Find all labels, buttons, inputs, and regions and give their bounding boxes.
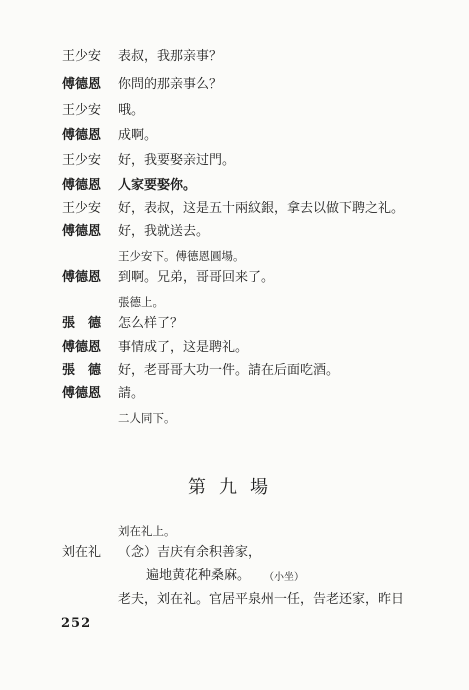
prose-text: 老夫，刘在礼。官居平泉州一任，告老还家，昨日 (118, 592, 405, 607)
dialogue-text: 成啊。 (118, 128, 158, 143)
speaker-name: 傅德恩 (62, 178, 102, 193)
dialogue-text: 怎么样了？ (118, 316, 184, 331)
speaker-name: 張 德 (62, 363, 102, 378)
speaker-name: 傅德恩 (62, 224, 102, 239)
speaker-name: 王少安 (62, 153, 102, 168)
dialogue-text: 好，我要娶亲过門。 (118, 153, 236, 168)
stage-direction-text: 王少安下。傅德恩圓場。 (118, 249, 245, 263)
speaker-name: 傅德恩 (62, 386, 102, 401)
dialogue-text: 人家要娶你。 (118, 178, 197, 193)
dialogue-text: 請。 (118, 386, 145, 401)
page-number: 252 (61, 616, 92, 631)
scene-title: 第九場 (188, 477, 281, 498)
stage-direction-text: 張德上。 (118, 295, 164, 309)
dialogue-text: 事情成了，这是聘礼。 (118, 340, 249, 355)
speaker-name: 傅德恩 (62, 128, 102, 143)
dialogue-text: 好，表叔，这是五十兩紋銀，拿去以做下聘之礼。 (118, 201, 405, 216)
verse-text: 遍地黄花种桑麻。 (146, 568, 251, 583)
verse-text: （念）吉庆有余积善家， (118, 545, 262, 560)
dialogue-text: 哦。 (118, 103, 145, 118)
speaker-name: 王少安 (62, 49, 102, 64)
speaker-name: 王少安 (62, 201, 102, 216)
dialogue-text: 到啊。兄弟，哥哥回来了。 (118, 270, 275, 285)
stage-direction-text: 二人同下。 (118, 411, 176, 425)
speaker-name: 王少安 (62, 103, 102, 118)
dialogue-text: 好，老哥哥大功一件。請在后面吃酒。 (118, 363, 340, 378)
stage-direction-text: 刘在礼上。 (118, 524, 176, 538)
speaker-name: 刘在礼 (62, 545, 102, 560)
verse-note: （小坐） (264, 572, 304, 583)
speaker-name: 傅德恩 (62, 340, 102, 355)
dialogue-text: 你問的那亲事么？ (118, 77, 223, 92)
dialogue-text: 好，我就送去。 (118, 224, 210, 239)
speaker-name: 傅德恩 (62, 77, 102, 92)
dialogue-text: 表叔，我那亲事？ (118, 49, 223, 64)
speaker-name: 張 德 (62, 316, 102, 331)
speaker-name: 傅德恩 (62, 270, 102, 285)
